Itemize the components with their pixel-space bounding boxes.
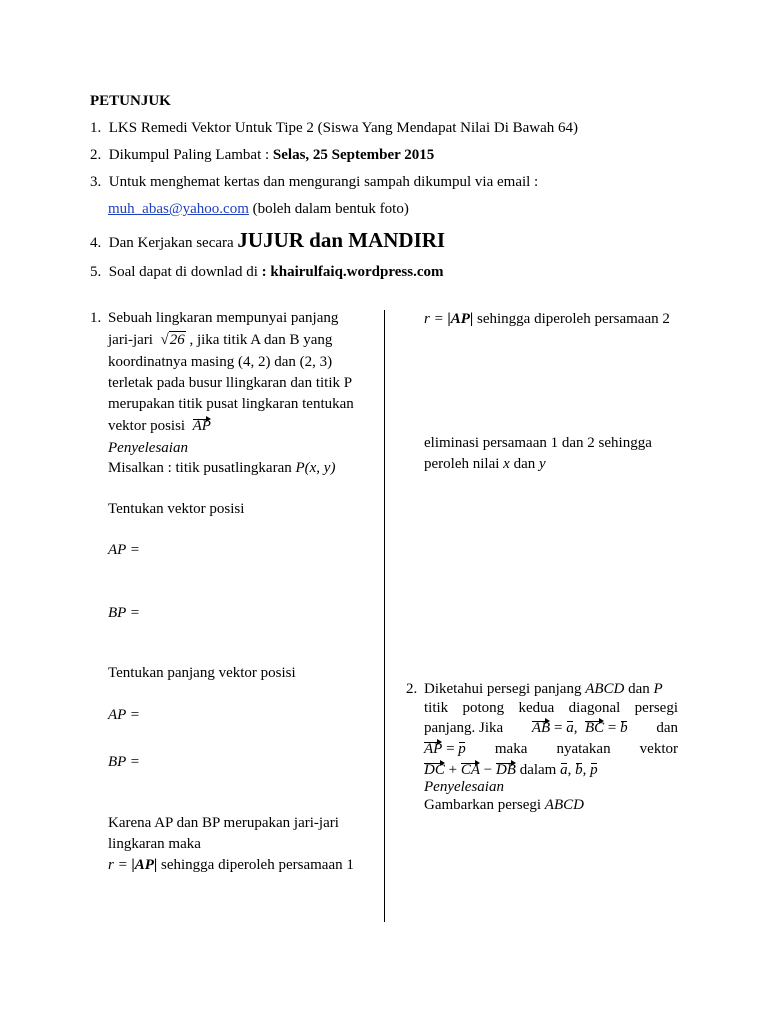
item-text: Untuk menghemat kertas dan mengurangi sampah dikumpul via email : (108, 174, 539, 190)
equation-1-line: r = |AP| sehingga diperoleh persamaan 1 (108, 857, 354, 873)
bp-equation: BP = (108, 605, 140, 621)
elimination-line-2: peroleh nilai x dan y (424, 456, 546, 472)
vector-db: DB (495, 762, 516, 778)
email-note: (boleh dalam bentuk foto) (252, 201, 409, 217)
item-number: 3. (90, 174, 102, 190)
ap-length-equation: AP = (108, 707, 140, 723)
q1-line-5: merupakan titik pusat lingkaran tentukan (108, 396, 354, 412)
bp-length-equation: BP = (108, 754, 140, 770)
abs-ap: |AP| (447, 311, 474, 327)
vector-dc: DC (424, 762, 445, 778)
instruction-item-5 (90, 264, 443, 281)
item-text: Dikumpul Paling Lambat : (108, 147, 273, 163)
radicand: 26 (169, 332, 185, 348)
solution-label-2: Penyelesaian (424, 779, 504, 795)
question-1-number: 1. (90, 310, 102, 326)
task-position-vector: Tentukan vektor posisi (108, 501, 245, 517)
q2-line-3: panjang. Jika AB = a, BC = b dan (424, 720, 678, 736)
item-number: 1. (90, 120, 102, 136)
item-text: Soal dapat di downlad di (108, 264, 262, 280)
email-link[interactable]: muh_abas@yahoo.com (108, 201, 249, 217)
item-number: 2. (90, 147, 102, 163)
point-p: P(x, y) (295, 460, 336, 476)
vector-ab: AB (531, 720, 551, 736)
q1-line-6: vektor posisi AP (108, 418, 211, 434)
q1-line-4: terletak pada busur llingkaran dan titik P (108, 375, 353, 391)
sqrt-symbol: √26 (160, 332, 185, 348)
download-site-text: : khairulfaiq.wordpress.com (261, 264, 444, 280)
email-line (108, 201, 409, 218)
item-number: 5. (90, 264, 102, 280)
task-vector-length: Tentukan panjang vektor posisi (108, 665, 296, 681)
solution-label: Penyelesaian (108, 440, 188, 456)
item-text: LKS Remedi Vektor Untuk Tipe 2 (Siswa Yang Mendapat Nilai Di Bawah 64) (108, 120, 579, 136)
vector-ap: AP (424, 741, 443, 757)
instruction-item-1 (90, 120, 578, 137)
q2-line-1: Diketahui persegi panjang ABCD dan P (424, 681, 663, 697)
deadline-text: Selas, 25 September 2015 (272, 147, 435, 163)
item-text: Dan Kerjakan secara (108, 235, 238, 251)
question-2-number: 2. (406, 681, 418, 697)
vector-ca: CA (460, 762, 480, 778)
item-number: 4. (90, 235, 102, 251)
q2-line-2: titik potong kedua diagonal persegi (424, 700, 678, 716)
q1-line-1: Sebuah lingkaran mempunyai panjang (108, 310, 339, 326)
because-line-2: lingkaran maka (108, 836, 201, 852)
let-center-point: Misalkan : titik pusatlingkaran P(x, y) (108, 460, 336, 476)
q2-line-5: DC + CA − DB dalam a, b, p (424, 762, 598, 778)
instruction-item-2 (90, 147, 434, 164)
q2-line-4: AP = p maka nyatakan vektor (424, 741, 678, 757)
column-divider (384, 310, 385, 922)
vector-ap: AP (192, 418, 211, 434)
q1-line-2: jari-jari √26 , jika titik A dan B yang (108, 332, 333, 348)
q1-line-3: koordinatnya masing (4, 2) dan (2, 3) (108, 354, 333, 370)
elimination-line-1: eliminasi persamaan 1 dan 2 sehingga (424, 435, 652, 451)
honesty-text: JUJUR dan MANDIRI (237, 228, 446, 252)
instruction-item-4 (90, 228, 445, 253)
ap-equation: AP = (108, 542, 140, 558)
instruction-item-3 (90, 174, 538, 191)
abs-ap: |AP| (131, 857, 158, 873)
vector-bc: BC (584, 720, 605, 736)
equation-2-line: r = |AP| sehingga diperoleh persamaan 2 (424, 311, 670, 327)
draw-rectangle-line: Gambarkan persegi ABCD (424, 797, 584, 813)
because-line-1: Karena AP dan BP merupakan jari-jari (108, 815, 339, 831)
instructions-title: PETUNJUK (90, 93, 171, 109)
